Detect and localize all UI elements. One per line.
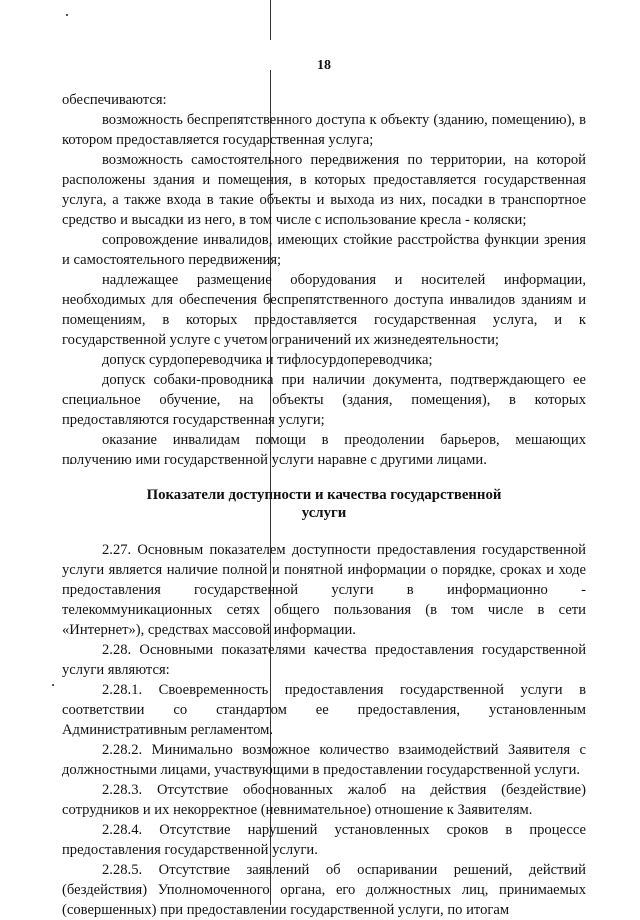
scan-speck bbox=[66, 14, 68, 16]
paragraph: 2.28.3. Отсутствие обоснованных жалоб на действия (бездействие) сотрудников и их некорректное (невнимательное) отношение к Заявителям. bbox=[62, 782, 586, 818]
page-number: 18 bbox=[317, 58, 331, 73]
section-heading bbox=[62, 486, 586, 522]
scan-fold-line bbox=[270, 0, 271, 40]
paragraph: допуск сурдопереводчика и тифлосурдопереводчика; bbox=[102, 352, 433, 368]
paragraph-group-quality-indicators bbox=[62, 540, 586, 920]
paragraph: 2.28.4. Отсутствие нарушений установленных сроков в процессе предоставления государственной услуги. bbox=[62, 822, 586, 858]
paragraph: допуск собаки-проводника при наличии документа, подтверждающего ее специальное обучение, на объекты (здания, помещения), в которых предоставляются государственная услуги; bbox=[62, 372, 586, 428]
paragraph: 2.27. Основным показателем доступности предоставления государственной услуги является наличие полной и понятной информации о порядке, сроках и ходе предоставления государственной услуги в информационно - телекоммуникационных сетях общего пользования (в том числе в сети «Интернет»), средствах массовой информации. bbox=[62, 542, 586, 638]
paragraph: надлежащее размещение оборудования и носителей информации, необходимых для обеспечения беспрепятственного доступа инвалидов зданиям и помещениям, в которых предоставляется государственная услуга, и к государственной услуге с учетом ограничений их жизнедеятельности; bbox=[62, 272, 586, 348]
paragraph: 2.28.2. Минимально возможное количество взаимодействий Заявителя с должностными лицами, участвующими в предоставлении государственной услуги. bbox=[62, 742, 586, 778]
paragraph: возможность беспрепятственного доступа к объекту (зданию, помещению), в котором предоставляется государственная услуга; bbox=[62, 112, 586, 148]
paragraph: обеспечиваются: bbox=[62, 92, 167, 108]
paragraph-group-accessibility bbox=[62, 90, 586, 470]
paragraph: 2.28. Основными показателями качества предоставления государственной услуги являются: bbox=[62, 642, 586, 678]
paragraph: оказание инвалидам помощи в преодолении барьеров, мешающих получению ими государственной услуги наравне с другими лицами. bbox=[62, 432, 586, 468]
paragraph: возможность самостоятельного передвижения по территории, на которой расположены здания и помещения, в которых предоставляется государственная услуга, а также входа в такие объекты и выхода из них, посадки в транспортное средство и высадки из него, в том числе с использование кресла - коляски; bbox=[62, 152, 586, 228]
scan-speck bbox=[52, 684, 54, 686]
document-body bbox=[62, 90, 586, 920]
paragraph: сопровождение инвалидов, имеющих стойкие расстройства функции зрения и самостоятельного передвижения; bbox=[62, 232, 586, 268]
paragraph: 2.28.5. Отсутствие заявлений об оспаривании решений, действий (бездействия) Уполномоченного органа, его должностных лиц, принимаемых (совершенных) при предоставлении государственной услуги, по итогам bbox=[62, 862, 586, 918]
section-heading-line: Показатели доступности и качества государственной bbox=[146, 487, 502, 503]
paragraph: 2.28.1. Своевременность предоставления государственной услуги в соответствии со стандартом ее предоставления, установленным Административным регламентом. bbox=[62, 682, 586, 738]
section-heading-line: услуги bbox=[301, 505, 347, 521]
